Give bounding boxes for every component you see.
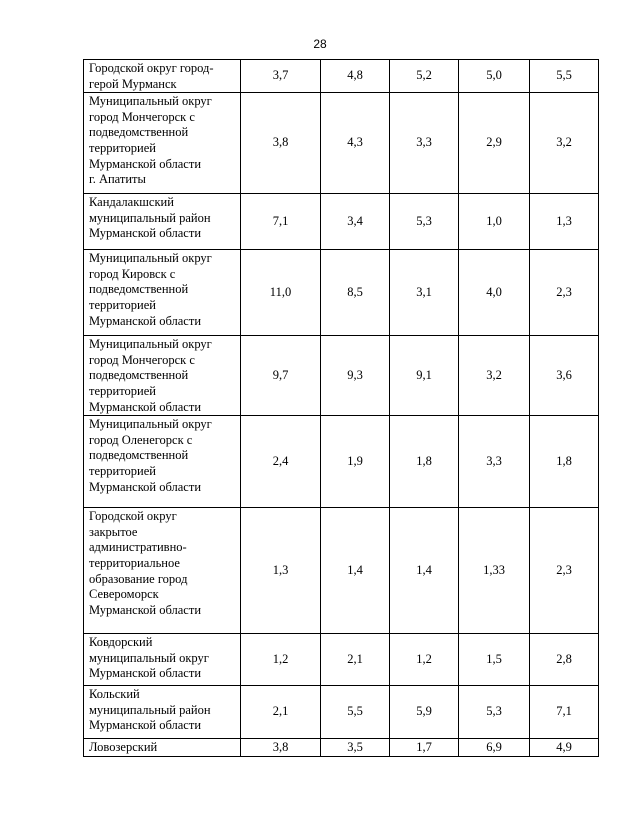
page-number: 28 (313, 37, 327, 51)
value-cell: 3,8 (241, 93, 321, 194)
value-cell: 3,4 (321, 194, 390, 250)
municipality-name-cell: Муниципальный округ город Оленегорск с подведомственной территорией Мурманской области (84, 416, 241, 508)
value-cell: 1,33 (459, 508, 530, 634)
value-cell: 3,1 (390, 250, 459, 336)
value-cell: 1,9 (321, 416, 390, 508)
table-row (84, 416, 599, 508)
value-cell: 1,2 (241, 634, 321, 686)
table-row (84, 686, 599, 739)
value-cell: 5,3 (459, 686, 530, 739)
value-cell: 1,4 (390, 508, 459, 634)
table-row (84, 634, 599, 686)
municipality-name-cell: Кольский муниципальный район Мурманской области (84, 686, 241, 739)
value-cell: 8,5 (321, 250, 390, 336)
value-cell: 5,0 (459, 60, 530, 93)
value-cell: 3,3 (459, 416, 530, 508)
value-cell: 1,3 (530, 194, 599, 250)
value-cell: 5,3 (390, 194, 459, 250)
value-cell: 2,9 (459, 93, 530, 194)
value-cell: 3,8 (241, 739, 321, 757)
value-cell: 3,3 (390, 93, 459, 194)
value-cell: 2,1 (321, 634, 390, 686)
table-row (84, 250, 599, 336)
value-cell: 1,8 (390, 416, 459, 508)
value-cell: 4,8 (321, 60, 390, 93)
municipality-name-cell: Ловозерский (84, 739, 241, 757)
table-row (84, 739, 599, 757)
value-cell: 9,1 (390, 336, 459, 416)
value-cell: 1,5 (459, 634, 530, 686)
municipality-name-cell: Городской округ закрытое административно- территориальное образование город Североморск Мурманской области (84, 508, 241, 634)
municipality-name-cell: Городской округ город- герой Мурманск (84, 60, 241, 93)
value-cell: 5,2 (390, 60, 459, 93)
value-cell: 2,4 (241, 416, 321, 508)
value-cell: 1,7 (390, 739, 459, 757)
municipality-name-cell: Муниципальный округ город Кировск с подведомственной территорией Мурманской области (84, 250, 241, 336)
value-cell: 5,5 (321, 686, 390, 739)
municipality-name-cell: Кандалакшский муниципальный район Мурманской области (84, 194, 241, 250)
value-cell: 2,8 (530, 634, 599, 686)
value-cell: 2,3 (530, 508, 599, 634)
municipality-name-cell: Ковдорский муниципальный округ Мурманской области (84, 634, 241, 686)
value-cell: 5,5 (530, 60, 599, 93)
table-row (84, 93, 599, 194)
table-row (84, 336, 599, 416)
data-table (83, 59, 599, 757)
value-cell: 4,3 (321, 93, 390, 194)
value-cell: 4,9 (530, 739, 599, 757)
value-cell: 3,7 (241, 60, 321, 93)
value-cell: 1,4 (321, 508, 390, 634)
value-cell: 5,9 (390, 686, 459, 739)
value-cell: 3,6 (530, 336, 599, 416)
municipality-name-cell: Муниципальный округ город Мончегорск с подведомственной территорией Мурманской области г. Апатиты (84, 93, 241, 194)
value-cell: 3,2 (459, 336, 530, 416)
municipality-name-cell: Муниципальный округ город Мончегорск с подведомственной территорией Мурманской области (84, 336, 241, 416)
value-cell: 1,2 (390, 634, 459, 686)
value-cell: 11,0 (241, 250, 321, 336)
value-cell: 1,8 (530, 416, 599, 508)
table-row (84, 508, 599, 634)
value-cell: 7,1 (241, 194, 321, 250)
value-cell: 3,2 (530, 93, 599, 194)
value-cell: 2,1 (241, 686, 321, 739)
value-cell: 7,1 (530, 686, 599, 739)
value-cell: 9,3 (321, 336, 390, 416)
table-row (84, 60, 599, 93)
value-cell: 1,3 (241, 508, 321, 634)
value-cell: 4,0 (459, 250, 530, 336)
value-cell: 2,3 (530, 250, 599, 336)
table-row (84, 194, 599, 250)
value-cell: 9,7 (241, 336, 321, 416)
value-cell: 1,0 (459, 194, 530, 250)
value-cell: 3,5 (321, 739, 390, 757)
value-cell: 6,9 (459, 739, 530, 757)
